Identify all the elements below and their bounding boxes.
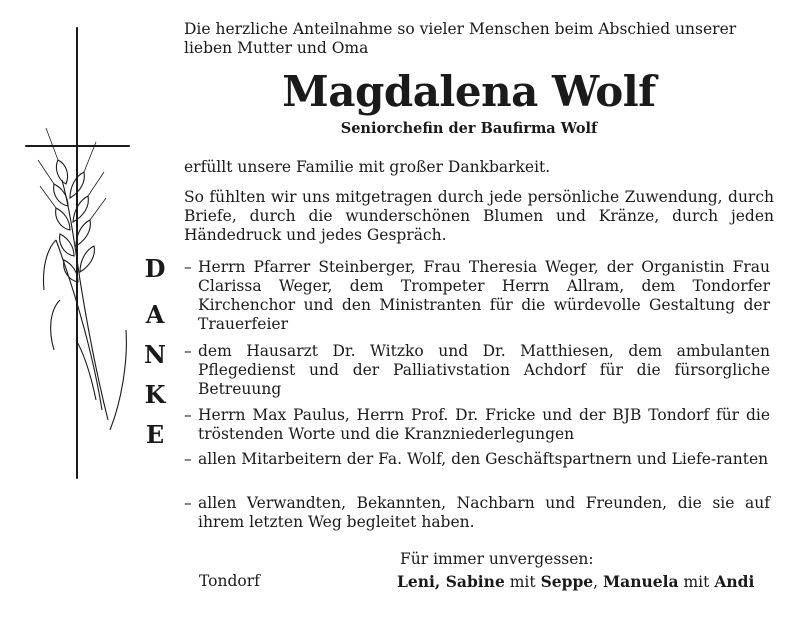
- danke-letter-n: N: [144, 340, 166, 369]
- thanks-item-clergy: [184, 258, 770, 334]
- danke-letter-k: K: [144, 380, 166, 409]
- list-dash: –: [184, 258, 192, 276]
- signer-name: Leni: [397, 572, 435, 591]
- thanks-item-employees: [184, 450, 770, 469]
- signer-name: Seppe: [540, 572, 594, 591]
- thanks-item-friends: [184, 494, 770, 532]
- list-dash: –: [184, 450, 192, 468]
- separator: ,: [434, 572, 446, 591]
- connector-text: mit: [678, 573, 715, 591]
- support-paragraph: So fühlten wir uns mitgetragen durch jede persönliche Zuwendung, durch Briefe, durch die wunderschönen Blumen und Kränze, durch jeden Händedruck und jedes Gespräch.: [184, 188, 774, 244]
- thanks-item-care: [184, 342, 770, 399]
- signer-name: Andi: [714, 572, 755, 591]
- list-dash: –: [184, 494, 192, 512]
- gratitude-line: erfüllt unsere Familie mit großer Dankbarkeit.: [184, 158, 551, 176]
- connector-text: mit: [504, 573, 541, 591]
- thanks-item-text: allen Mitarbeitern der Fa. Wolf, den Geschäftspartnern und Liefe-ranten: [198, 450, 769, 468]
- thanks-item-text: Herrn Max Paulus, Herrn Prof. Dr. Fricke und der BJB Tondorf für die tröstenden Worte und die Kranzniederlegungen: [198, 406, 770, 443]
- list-dash: –: [184, 406, 192, 424]
- danke-letter-a: A: [145, 300, 165, 329]
- signers-line: [397, 572, 754, 592]
- signer-name: Manuela: [603, 572, 679, 591]
- danke-letter-d: D: [144, 254, 166, 283]
- intro-text: Die herzliche Anteilnahme so vieler Menschen beim Abschied unserer lieben Mutter und Oma: [184, 20, 737, 57]
- thanks-item-text: dem Hausarzt Dr. Witzko und Dr. Matthiesen, dem ambulanten Pflegedienst und der Palliativstation Achdorf für die fürsorgliche Betreuung: [198, 342, 770, 398]
- thanks-item-words: [184, 406, 770, 444]
- list-dash: –: [184, 342, 192, 360]
- separator: ,: [593, 573, 604, 591]
- place-name: Tondorf: [199, 572, 260, 590]
- thanks-item-text: Herrn Pfarrer Steinberger, Frau Theresia Weger, der Organistin Frau Clarissa Weger, dem Trompeter Herrn Allram, dem Tondorfer Kirchenchor und den Ministranten für die würdevolle Gestaltung der Trauerfeier: [198, 258, 770, 333]
- deceased-name: Magdalena Wolf: [282, 67, 656, 116]
- danke-letter-e: E: [145, 420, 165, 449]
- closing-line: Für immer unvergessen:: [400, 550, 594, 568]
- signer-name: Sabine: [445, 572, 505, 591]
- thanks-item-text: allen Verwandten, Bekannten, Nachbarn und Freunden, die sie auf ihrem letzten Weg begleitet haben.: [198, 494, 770, 531]
- wheat-ear-icon: [38, 128, 126, 430]
- deceased-title: Seniorchefin der Baufirma Wolf: [340, 120, 598, 137]
